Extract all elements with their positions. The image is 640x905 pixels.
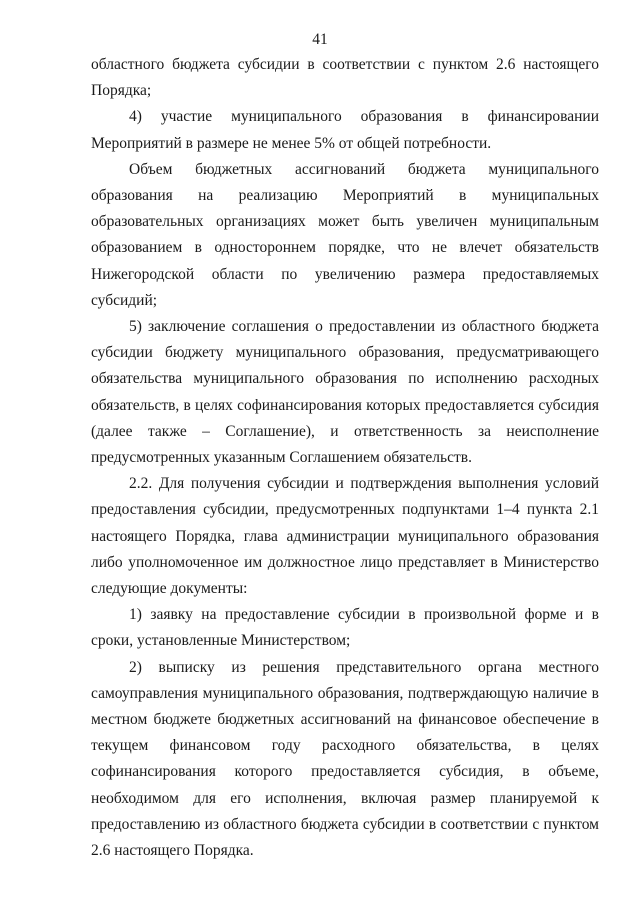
paragraph-item-4: 4) участие муниципального образования в финансировании Мероприятий в размере не менее 5% от общей потребности. xyxy=(91,108,599,152)
paragraph-document-1: 1) заявку на предоставление субсидии в произвольной форме и в сроки, установленные Министерством; xyxy=(91,606,599,650)
paragraph-2-2: 2.2. Для получения субсидии и подтверждения выполнения условий предоставления субсидии, предусмотренных подпунктами 1–4 пункта 2.1 настоящего Порядка, глава администрации муниципального образования либо уполномоченное им должностное лицо представляет в Министерство следующие документы: xyxy=(91,475,599,598)
paragraph-item-5: 5) заключение соглашения о предоставлении из областного бюджета субсидии бюджету муниципального образования, предусматривающего обязательства муниципального образования по исполнению расходных обязательств, в целях софинансирования которых предоставляется субсидия (далее также – Соглашение), и ответственность за неисполнение предусмотренных указанным Соглашением обязательств. xyxy=(91,318,599,467)
paragraph-continuation: областного бюджета субсидии в соответствии с пунктом 2.6 настоящего Порядка; xyxy=(91,56,599,100)
paragraph-budget-allocation: Объем бюджетных ассигнований бюджета муниципального образования на реализацию Мероприятий в муниципальных образовательных организациях может быть увеличен муниципальным образованием в одностороннем порядке, что не влечет обязательств Нижегородской области по увеличению размера предоставляемых субсидий; xyxy=(91,160,599,309)
document-body xyxy=(91,52,599,864)
paragraph-document-2: 2) выписку из решения представительного органа местного самоуправления муниципального образования, подтверждающую наличие в местном бюджете бюджетных ассигнований на финансовое обеспечение в текущем финансовом году расходного обязательства, в целях софинансирования которого предоставляется субсидия, в объеме, необходимом для его исполнения, включая размер планируемой к предоставлению из областного бюджета субсидии в соответствии с пунктом 2.6 настоящего Порядка. xyxy=(91,658,599,860)
page-number: 41 xyxy=(312,31,328,48)
